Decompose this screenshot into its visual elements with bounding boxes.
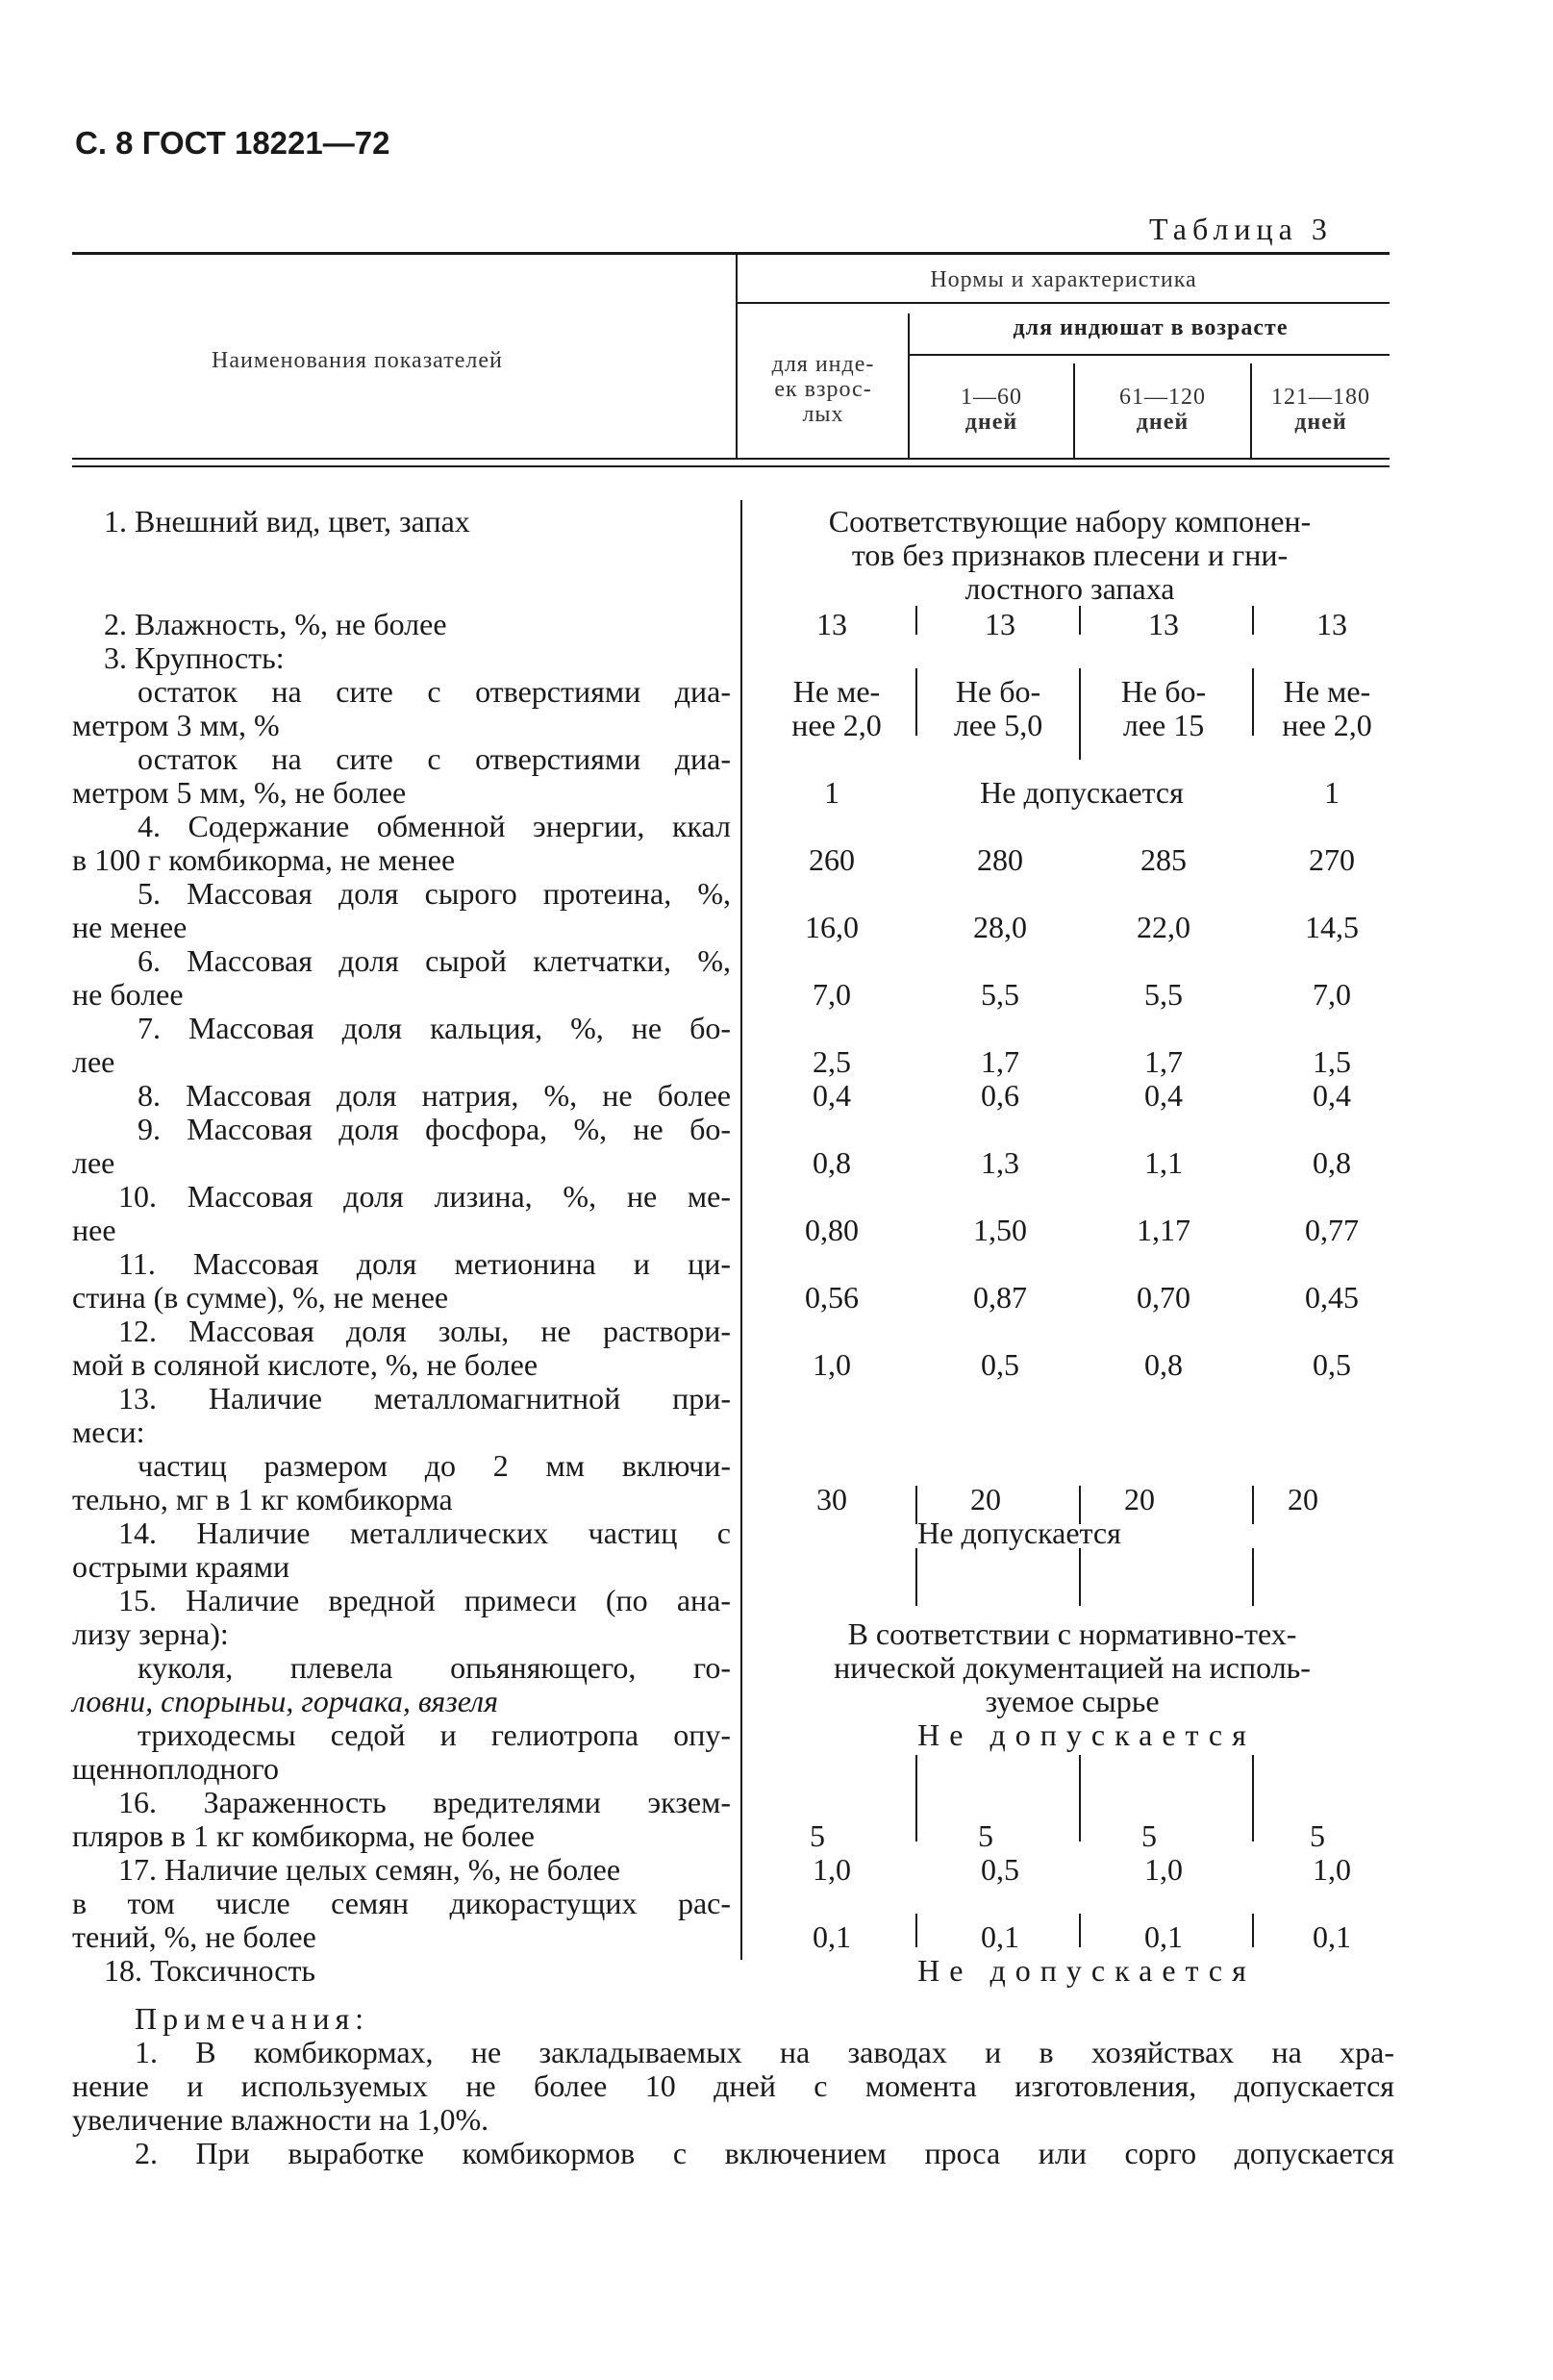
header-age-2-l2: дней (1136, 410, 1190, 435)
row-label: 6. Массовая доля сырой клетчатки, %, (138, 943, 731, 978)
body-vline-main (740, 500, 742, 1960)
header-age-2-l1: 61—120 (1119, 385, 1206, 410)
cell-sieve3-3: Не ме- (1283, 674, 1371, 709)
row-label: пляров в 1 кг комбикорма, не более (72, 1818, 535, 1853)
header-col-names: Наименования показателей (212, 348, 503, 373)
cell-moisture-2: 13 (1148, 607, 1179, 641)
row-label: 18. Токсичность (104, 1953, 316, 1988)
toxicity-not-allowed: Не допускается (917, 1953, 1256, 1988)
row-label: 4. Содержание обменной энергии, ккал (138, 809, 731, 843)
appearance-norm-l3: лостного запаха (964, 571, 1175, 606)
cell-sieve3-2: лее 15 (1122, 708, 1205, 742)
cell-phosphorus-3: 0,8 (1313, 1145, 1351, 1180)
cell-sieve3-adult: Не ме- (792, 674, 881, 709)
cell-sieve5-adult: 1 (824, 775, 839, 810)
row-label: 3. Крупность: (104, 640, 285, 675)
cell-wild-adult: 0,1 (813, 1919, 851, 1954)
row-label: ловни, спорыньи, горчака, вязеля (72, 1684, 498, 1718)
row-label: 10. Массовая доля лизина, %, не ме- (118, 1179, 731, 1214)
row-label: мой в соляной кислоте, %, не более (72, 1347, 539, 1382)
row-label: 5. Массовая доля сырого протеина, %, (138, 876, 731, 911)
ntd-l3: зуемое сырье (985, 1684, 1160, 1718)
cell-sieve5-3: 1 (1324, 775, 1340, 810)
cell-wild-3: 0,1 (1313, 1919, 1351, 1954)
cell-phosphorus-1: 1,3 (981, 1145, 1019, 1180)
cell-methionine-2: 0,70 (1137, 1280, 1190, 1315)
vdiv-13 (915, 606, 917, 635)
cell-protein-2: 22,0 (1137, 910, 1190, 944)
cell-fiber-adult: 7,0 (813, 977, 851, 1012)
cell-sodium-adult: 0,4 (813, 1078, 851, 1113)
row-label: 12. Массовая доля золы, не раствори- (118, 1314, 731, 1348)
vdiv-sieve3 (1079, 668, 1081, 760)
cell-moisture-3: 13 (1316, 607, 1347, 641)
row-label: метром 3 мм, % (72, 708, 280, 742)
cell-seeds-3: 1,0 (1313, 1852, 1351, 1887)
cell-fiber-2: 5,5 (1144, 977, 1183, 1012)
row-label: не более (72, 977, 184, 1012)
cell-moisture-1: 13 (985, 607, 1015, 641)
cell-energy-adult: 260 (809, 842, 855, 877)
cell-ash-1: 0,5 (981, 1347, 1019, 1382)
note-1-l3: увеличение влажности на 1,0%. (72, 2102, 489, 2137)
row-label: 16. Зараженность вредителями экзем- (118, 1785, 731, 1819)
header-age-1-l2: дней (964, 410, 1018, 435)
vdiv-edges (1079, 1548, 1081, 1606)
vdiv-edges (1252, 1548, 1254, 1606)
row-label: не менее (72, 910, 188, 944)
row-label: 14. Наличие металлических частиц с (118, 1516, 731, 1550)
cell-calcium-2: 1,7 (1144, 1044, 1183, 1079)
cell-wild-2: 0,1 (1144, 1919, 1183, 1954)
cell-sieve3-1: Не бо- (955, 674, 1041, 709)
row-label: стина (в сумме), %, не менее (72, 1280, 449, 1315)
row-label: 11. Массовая доля метионина и ци- (118, 1246, 731, 1281)
cell-energy-3: 270 (1309, 842, 1355, 877)
cell-fiber-1: 5,5 (981, 977, 1019, 1012)
cell-seeds-adult: 1,0 (813, 1852, 851, 1887)
cell-phosphorus-adult: 0,8 (813, 1145, 851, 1180)
cell-lysine-1: 1,50 (973, 1213, 1027, 1247)
cell-sieve3-1: лее 5,0 (953, 708, 1043, 742)
row-label: нее (72, 1213, 116, 1247)
vdiv-sieve3 (1252, 668, 1254, 736)
row-label: остаток на сите с отверстиями диа- (138, 741, 731, 776)
note-1-l2: нение и используемых не более 10 дней с момента изготовления, допускается (72, 2068, 1394, 2103)
appearance-norm-l1: Соответствующие набору компонен- (828, 504, 1312, 539)
cell-pests-3: 5 (1310, 1818, 1325, 1853)
cell-protein-adult: 16,0 (805, 910, 859, 944)
cell-pests-adult: 5 (810, 1818, 825, 1853)
cell-metal-2: 20 (1124, 1482, 1155, 1516)
vdiv-13 (1252, 606, 1254, 635)
cell-ash-3: 0,5 (1313, 1347, 1351, 1382)
row-label: остаток на сите с отверстиями диа- (138, 674, 731, 709)
row-label: метром 5 мм, %, не более (72, 775, 407, 810)
row-label: тений, %, не более (72, 1919, 316, 1954)
table-top-rule (72, 252, 1390, 255)
row-label: куколя, плевела опьяняющего, го- (138, 1650, 731, 1685)
cell-seeds-2: 1,0 (1144, 1852, 1183, 1887)
cell-sodium-3: 0,4 (1313, 1078, 1351, 1113)
ntd-l2: нической документацией на исполь- (834, 1650, 1311, 1685)
cell-metal-3: 20 (1288, 1482, 1318, 1516)
header-adult-l3: лых (802, 402, 844, 427)
header-norms: Нормы и характеристика (930, 267, 1197, 292)
row-label: в том числе семян дикорастущих рас- (72, 1886, 731, 1920)
header-adult-l1: для инде- (771, 352, 875, 377)
row-label: частиц размером до 2 мм включи- (138, 1448, 731, 1483)
cell-calcium-1: 1,7 (981, 1044, 1019, 1079)
cell-methionine-3: 0,45 (1305, 1280, 1359, 1315)
header-age-1-l1: 1—60 (961, 385, 1022, 410)
notes-title: Примечания: (135, 2001, 370, 2036)
vdiv-harmful (915, 1755, 917, 1841)
cell-metal-adult: 30 (816, 1482, 847, 1516)
cell-methionine-adult: 0,56 (805, 1280, 859, 1315)
cell-sharp-metal-not-allowed: Не допускается (917, 1516, 1121, 1550)
row-label: 9. Массовая доля фосфора, %, не бо- (138, 1112, 731, 1146)
appearance-norm-l2: тов без признаков плесени и гни- (851, 538, 1289, 572)
cell-lysine-2: 1,17 (1137, 1213, 1190, 1247)
cell-sodium-1: 0,6 (981, 1078, 1019, 1113)
cell-sieve3-2: Не бо- (1120, 674, 1207, 709)
row-label: лее (72, 1145, 115, 1180)
cell-lysine-adult: 0,80 (805, 1213, 859, 1247)
harmful-not-allowed: Не допускается (917, 1717, 1256, 1752)
cell-pests-2: 5 (1141, 1818, 1157, 1853)
cell-metal-1: 20 (970, 1482, 1001, 1516)
vdiv-sieve3 (915, 668, 917, 736)
row-label: в 100 г комбикорма, не менее (72, 842, 456, 877)
vdiv-seeds (1252, 1914, 1254, 1947)
cell-seeds-1: 0,5 (981, 1852, 1019, 1887)
cell-pests-1: 5 (978, 1818, 993, 1853)
row-label: 15. Наличие вредной примеси (по ана- (118, 1583, 731, 1617)
header-age-3-l1: 121—180 (1271, 385, 1370, 410)
cell-sieve3-adult: нее 2,0 (791, 708, 882, 742)
vdiv-edges (915, 1548, 917, 1606)
cell-wild-1: 0,1 (981, 1919, 1019, 1954)
vdiv-13 (1079, 606, 1081, 635)
cell-sieve5-not-allowed: Не допускается (980, 775, 1184, 810)
cell-lysine-3: 0,77 (1305, 1213, 1359, 1247)
header-bottom-rule-1 (72, 458, 1390, 460)
row-label: 17. Наличие целых семян, %, не более (118, 1852, 621, 1887)
cell-calcium-3: 1,5 (1313, 1044, 1351, 1079)
vdiv-harmful (1252, 1755, 1254, 1841)
header-hline-poults (910, 354, 1390, 356)
vdiv-seeds (1079, 1914, 1081, 1947)
header-hline-norms (738, 302, 1390, 304)
row-label: лее (72, 1044, 115, 1079)
table-title: Таблица 3 (1149, 212, 1333, 246)
note-1-l1: 1. В комбикормах, не закладываемых на заводах и в хозяйствах на хра- (135, 2035, 1394, 2069)
cell-sodium-2: 0,4 (1144, 1078, 1183, 1113)
cell-ash-2: 0,8 (1144, 1347, 1183, 1382)
cell-fiber-3: 7,0 (1313, 977, 1351, 1012)
row-label: меси: (72, 1415, 145, 1449)
row-label: лизу зерна): (72, 1616, 229, 1651)
cell-sieve3-3: нее 2,0 (1282, 708, 1372, 742)
row-label: тельно, мг в 1 кг комбикорма (72, 1482, 453, 1516)
cell-energy-1: 280 (977, 842, 1023, 877)
ntd-l1: В соответствии с нормативно-тех- (847, 1616, 1297, 1651)
cell-ash-adult: 1,0 (813, 1347, 851, 1382)
note-2-l1: 2. При выработке комбикормов с включением проса или сорго допускается (135, 2136, 1394, 2170)
vdiv-seeds (915, 1914, 917, 1947)
row-label: 1. Внешний вид, цвет, запах (104, 504, 470, 539)
header-vline-1 (736, 254, 738, 458)
row-label: острыми краями (72, 1549, 290, 1584)
cell-phosphorus-2: 1,1 (1144, 1145, 1183, 1180)
cell-methionine-1: 0,87 (973, 1280, 1027, 1315)
vdiv-harmful (1079, 1755, 1081, 1841)
cell-energy-2: 285 (1140, 842, 1187, 877)
row-label: 8. Массовая доля натрия, %, не более (138, 1078, 731, 1113)
row-label: 13. Наличие металломагнитной при- (118, 1381, 731, 1415)
cell-protein-1: 28,0 (973, 910, 1027, 944)
row-label: 2. Влажность, %, не более (104, 607, 447, 641)
header-poults: для индюшат в возрасте (1013, 315, 1289, 340)
row-label: 7. Массовая доля кальция, %, не бо- (138, 1011, 731, 1045)
row-label: щенноплодного (72, 1751, 279, 1786)
header-age-3-l2: дней (1294, 410, 1347, 435)
cell-protein-3: 14,5 (1305, 910, 1359, 944)
header-adult-l2: ек взрос- (774, 377, 872, 402)
cell-moisture-adult: 13 (816, 607, 847, 641)
row-label: триходесмы седой и гелиотропа опу- (138, 1717, 731, 1752)
page-header: С. 8 ГОСТ 18221—72 (75, 125, 390, 161)
header-bottom-rule-2 (72, 465, 1390, 467)
cell-calcium-adult: 2,5 (813, 1044, 851, 1079)
